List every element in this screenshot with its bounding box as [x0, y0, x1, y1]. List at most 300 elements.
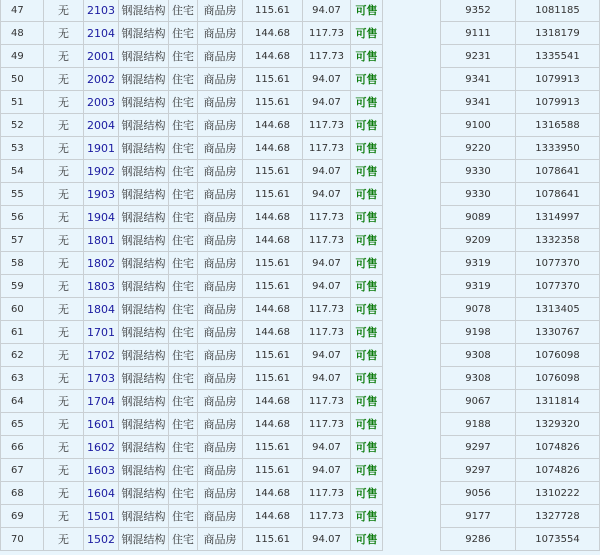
building-area: 115.61: [243, 68, 303, 91]
property-type: 商品房: [198, 206, 243, 229]
table-row: [1, 275, 600, 298]
mortgage-status: 无: [44, 413, 84, 436]
blank-cell: [383, 436, 441, 459]
blank-cell: [383, 275, 441, 298]
row-number: 48: [1, 22, 44, 45]
building-area: 115.61: [243, 0, 303, 22]
row-number: 59: [1, 275, 44, 298]
building-area: 144.68: [243, 321, 303, 344]
building-area: 115.61: [243, 183, 303, 206]
unit-price: 9220: [441, 137, 516, 160]
table-row: [1, 206, 600, 229]
table-row: [1, 229, 600, 252]
table-row: [1, 482, 600, 505]
unit-price: 9341: [441, 68, 516, 91]
blank-cell: [383, 528, 441, 551]
table-row: [1, 137, 600, 160]
unit-price: 9188: [441, 413, 516, 436]
room-number-link[interactable]: 1904: [84, 206, 119, 229]
row-number: 54: [1, 160, 44, 183]
room-number-link[interactable]: 2002: [84, 68, 119, 91]
structure: 钢混结构: [119, 321, 169, 344]
mortgage-status: 无: [44, 344, 84, 367]
building-area: 144.68: [243, 137, 303, 160]
row-number: 52: [1, 114, 44, 137]
structure: 钢混结构: [119, 91, 169, 114]
mortgage-status: 无: [44, 390, 84, 413]
usage: 住宅: [169, 459, 198, 482]
mortgage-status: 无: [44, 183, 84, 206]
inner-area: 94.07: [303, 436, 351, 459]
table-row: [1, 528, 600, 551]
building-area: 115.61: [243, 252, 303, 275]
unit-price: 9209: [441, 229, 516, 252]
building-area: 115.61: [243, 344, 303, 367]
mortgage-status: 无: [44, 0, 84, 22]
room-number-link[interactable]: 1601: [84, 413, 119, 436]
unit-price: 9078: [441, 298, 516, 321]
room-number-link[interactable]: 1602: [84, 436, 119, 459]
total-price: 1081185: [516, 0, 600, 22]
property-type: 商品房: [198, 91, 243, 114]
usage: 住宅: [169, 390, 198, 413]
unit-price: 9231: [441, 45, 516, 68]
property-type: 商品房: [198, 344, 243, 367]
blank-cell: [383, 91, 441, 114]
structure: 钢混结构: [119, 413, 169, 436]
room-number-link[interactable]: 2003: [84, 91, 119, 114]
structure: 钢混结构: [119, 229, 169, 252]
usage: 住宅: [169, 505, 198, 528]
usage: 住宅: [169, 528, 198, 551]
unit-price: 9319: [441, 275, 516, 298]
structure: 钢混结构: [119, 252, 169, 275]
row-number: 70: [1, 528, 44, 551]
total-price: 1332358: [516, 229, 600, 252]
sale-status: 可售: [351, 91, 383, 114]
row-number: 58: [1, 252, 44, 275]
mortgage-status: 无: [44, 367, 84, 390]
inner-area: 117.73: [303, 229, 351, 252]
mortgage-status: 无: [44, 229, 84, 252]
total-price: 1077370: [516, 275, 600, 298]
inner-area: 117.73: [303, 413, 351, 436]
row-number: 67: [1, 459, 44, 482]
property-type: 商品房: [198, 413, 243, 436]
mortgage-status: 无: [44, 252, 84, 275]
inner-area: 117.73: [303, 298, 351, 321]
usage: 住宅: [169, 321, 198, 344]
sale-status: 可售: [351, 22, 383, 45]
property-type: 商品房: [198, 252, 243, 275]
blank-cell: [383, 321, 441, 344]
inner-area: 117.73: [303, 482, 351, 505]
mortgage-status: 无: [44, 505, 84, 528]
structure: 钢混结构: [119, 459, 169, 482]
unit-price: 9177: [441, 505, 516, 528]
row-number: 57: [1, 229, 44, 252]
building-area: 115.61: [243, 367, 303, 390]
sale-status: 可售: [351, 45, 383, 68]
building-area: 144.68: [243, 505, 303, 528]
usage: 住宅: [169, 344, 198, 367]
inner-area: 94.07: [303, 252, 351, 275]
property-type: 商品房: [198, 0, 243, 22]
table-row: [1, 252, 600, 275]
mortgage-status: 无: [44, 528, 84, 551]
blank-cell: [383, 114, 441, 137]
structure: 钢混结构: [119, 206, 169, 229]
blank-cell: [383, 45, 441, 68]
unit-price: 9286: [441, 528, 516, 551]
blank-cell: [383, 137, 441, 160]
building-area: 144.68: [243, 482, 303, 505]
mortgage-status: 无: [44, 160, 84, 183]
property-type: 商品房: [198, 321, 243, 344]
sale-status: 可售: [351, 160, 383, 183]
row-number: 47: [1, 0, 44, 22]
blank-cell: [383, 206, 441, 229]
table-row: [1, 68, 600, 91]
property-type: 商品房: [198, 183, 243, 206]
total-price: 1314997: [516, 206, 600, 229]
property-type: 商品房: [198, 45, 243, 68]
total-price: 1076098: [516, 367, 600, 390]
room-number-link[interactable]: 1903: [84, 183, 119, 206]
unit-price: 9330: [441, 183, 516, 206]
sale-status: 可售: [351, 505, 383, 528]
row-number: 51: [1, 91, 44, 114]
mortgage-status: 无: [44, 321, 84, 344]
room-number-link[interactable]: 2001: [84, 45, 119, 68]
sale-status: 可售: [351, 413, 383, 436]
structure: 钢混结构: [119, 482, 169, 505]
room-number-link[interactable]: 1501: [84, 505, 119, 528]
usage: 住宅: [169, 275, 198, 298]
unit-price: 9330: [441, 160, 516, 183]
usage: 住宅: [169, 68, 198, 91]
table-row: [1, 183, 600, 206]
inner-area: 94.07: [303, 183, 351, 206]
usage: 住宅: [169, 0, 198, 22]
mortgage-status: 无: [44, 275, 84, 298]
unit-price: 9308: [441, 367, 516, 390]
usage: 住宅: [169, 22, 198, 45]
property-type: 商品房: [198, 367, 243, 390]
unit-price: 9056: [441, 482, 516, 505]
room-number-link[interactable]: 1702: [84, 344, 119, 367]
building-area: 115.61: [243, 160, 303, 183]
total-price: 1073554: [516, 528, 600, 551]
building-area: 115.61: [243, 459, 303, 482]
sale-status: 可售: [351, 321, 383, 344]
sale-status: 可售: [351, 275, 383, 298]
table-row: [1, 22, 600, 45]
blank-cell: [383, 183, 441, 206]
room-number-link[interactable]: 1901: [84, 137, 119, 160]
total-price: 1078641: [516, 183, 600, 206]
sale-status: 可售: [351, 137, 383, 160]
blank-cell: [383, 22, 441, 45]
table-row: [1, 436, 600, 459]
building-area: 115.61: [243, 91, 303, 114]
mortgage-status: 无: [44, 22, 84, 45]
table-row: [1, 0, 600, 22]
room-number-link[interactable]: 2004: [84, 114, 119, 137]
room-number-link[interactable]: 2103: [84, 0, 119, 22]
usage: 住宅: [169, 229, 198, 252]
property-type: 商品房: [198, 22, 243, 45]
inner-area: 117.73: [303, 206, 351, 229]
building-area: 144.68: [243, 45, 303, 68]
mortgage-status: 无: [44, 459, 84, 482]
blank-cell: [383, 367, 441, 390]
blank-cell: [383, 0, 441, 22]
row-number: 60: [1, 298, 44, 321]
structure: 钢混结构: [119, 528, 169, 551]
room-number-link[interactable]: 1703: [84, 367, 119, 390]
blank-cell: [383, 252, 441, 275]
row-number: 64: [1, 390, 44, 413]
inner-area: 94.07: [303, 344, 351, 367]
unit-price: 9089: [441, 206, 516, 229]
sale-status: 可售: [351, 436, 383, 459]
building-area: 144.68: [243, 298, 303, 321]
table-row: [1, 459, 600, 482]
usage: 住宅: [169, 45, 198, 68]
structure: 钢混结构: [119, 0, 169, 22]
unit-price: 9297: [441, 436, 516, 459]
total-price: 1329320: [516, 413, 600, 436]
blank-cell: [383, 390, 441, 413]
unit-price: 9100: [441, 114, 516, 137]
total-price: 1333950: [516, 137, 600, 160]
sale-status: 可售: [351, 390, 383, 413]
usage: 住宅: [169, 91, 198, 114]
unit-price: 9319: [441, 252, 516, 275]
row-number: 49: [1, 45, 44, 68]
usage: 住宅: [169, 114, 198, 137]
mortgage-status: 无: [44, 436, 84, 459]
structure: 钢混结构: [119, 436, 169, 459]
inner-area: 94.07: [303, 91, 351, 114]
row-number: 50: [1, 68, 44, 91]
blank-cell: [383, 160, 441, 183]
total-price: 1330767: [516, 321, 600, 344]
room-number-link[interactable]: 1802: [84, 252, 119, 275]
room-number-link[interactable]: 1804: [84, 298, 119, 321]
row-number: 66: [1, 436, 44, 459]
unit-price: 9067: [441, 390, 516, 413]
blank-cell: [383, 413, 441, 436]
building-area: 115.61: [243, 436, 303, 459]
usage: 住宅: [169, 367, 198, 390]
inner-area: 117.73: [303, 321, 351, 344]
total-price: 1311814: [516, 390, 600, 413]
building-area: 144.68: [243, 229, 303, 252]
blank-cell: [383, 482, 441, 505]
unit-price: 9111: [441, 22, 516, 45]
structure: 钢混结构: [119, 114, 169, 137]
total-price: 1313405: [516, 298, 600, 321]
sale-status: 可售: [351, 0, 383, 22]
structure: 钢混结构: [119, 275, 169, 298]
total-price: 1076098: [516, 344, 600, 367]
mortgage-status: 无: [44, 91, 84, 114]
row-number: 62: [1, 344, 44, 367]
structure: 钢混结构: [119, 367, 169, 390]
blank-cell: [383, 505, 441, 528]
room-number-link[interactable]: 1801: [84, 229, 119, 252]
table-row: [1, 114, 600, 137]
total-price: 1335541: [516, 45, 600, 68]
inner-area: 117.73: [303, 390, 351, 413]
total-price: 1318179: [516, 22, 600, 45]
total-price: 1310222: [516, 482, 600, 505]
structure: 钢混结构: [119, 137, 169, 160]
total-price: 1327728: [516, 505, 600, 528]
sale-status: 可售: [351, 114, 383, 137]
room-number-link[interactable]: 2104: [84, 22, 119, 45]
structure: 钢混结构: [119, 344, 169, 367]
structure: 钢混结构: [119, 298, 169, 321]
usage: 住宅: [169, 160, 198, 183]
property-type: 商品房: [198, 459, 243, 482]
inner-area: 117.73: [303, 114, 351, 137]
structure: 钢混结构: [119, 183, 169, 206]
room-number-link[interactable]: 1704: [84, 390, 119, 413]
property-type: 商品房: [198, 137, 243, 160]
inner-area: 94.07: [303, 367, 351, 390]
row-number: 61: [1, 321, 44, 344]
inner-area: 94.07: [303, 68, 351, 91]
structure: 钢混结构: [119, 505, 169, 528]
usage: 住宅: [169, 436, 198, 459]
total-price: 1316588: [516, 114, 600, 137]
inner-area: 117.73: [303, 45, 351, 68]
sale-status: 可售: [351, 459, 383, 482]
total-price: 1079913: [516, 68, 600, 91]
building-area: 144.68: [243, 114, 303, 137]
row-number: 68: [1, 482, 44, 505]
row-number: 69: [1, 505, 44, 528]
room-number-link[interactable]: 1502: [84, 528, 119, 551]
property-type: 商品房: [198, 298, 243, 321]
property-type: 商品房: [198, 505, 243, 528]
sale-status: 可售: [351, 206, 383, 229]
table-body: [1, 0, 600, 551]
usage: 住宅: [169, 137, 198, 160]
structure: 钢混结构: [119, 68, 169, 91]
sale-status: 可售: [351, 68, 383, 91]
table-row: [1, 344, 600, 367]
inner-area: 94.07: [303, 275, 351, 298]
table-row: [1, 298, 600, 321]
inner-area: 94.07: [303, 160, 351, 183]
room-number-link[interactable]: 1604: [84, 482, 119, 505]
inner-area: 117.73: [303, 22, 351, 45]
sale-status: 可售: [351, 252, 383, 275]
table-row: [1, 413, 600, 436]
structure: 钢混结构: [119, 45, 169, 68]
structure: 钢混结构: [119, 22, 169, 45]
sale-status: 可售: [351, 482, 383, 505]
mortgage-status: 无: [44, 206, 84, 229]
sale-status: 可售: [351, 298, 383, 321]
mortgage-status: 无: [44, 482, 84, 505]
mortgage-status: 无: [44, 298, 84, 321]
room-number-link[interactable]: 1701: [84, 321, 119, 344]
property-type: 商品房: [198, 275, 243, 298]
inner-area: 117.73: [303, 505, 351, 528]
unit-price: 9341: [441, 91, 516, 114]
row-number: 56: [1, 206, 44, 229]
room-number-link[interactable]: 1803: [84, 275, 119, 298]
usage: 住宅: [169, 413, 198, 436]
building-area: 144.68: [243, 22, 303, 45]
total-price: 1077370: [516, 252, 600, 275]
inner-area: 117.73: [303, 137, 351, 160]
property-type: 商品房: [198, 229, 243, 252]
sale-status: 可售: [351, 528, 383, 551]
structure: 钢混结构: [119, 390, 169, 413]
table-row: [1, 45, 600, 68]
row-number: 65: [1, 413, 44, 436]
row-number: 55: [1, 183, 44, 206]
row-number: 53: [1, 137, 44, 160]
table-row: [1, 390, 600, 413]
unit-price: 9198: [441, 321, 516, 344]
usage: 住宅: [169, 206, 198, 229]
property-type: 商品房: [198, 390, 243, 413]
usage: 住宅: [169, 183, 198, 206]
unit-price: 9352: [441, 0, 516, 22]
unit-price: 9308: [441, 344, 516, 367]
table-row: [1, 321, 600, 344]
mortgage-status: 无: [44, 137, 84, 160]
property-type: 商品房: [198, 436, 243, 459]
mortgage-status: 无: [44, 45, 84, 68]
usage: 住宅: [169, 298, 198, 321]
sale-status: 可售: [351, 344, 383, 367]
table-row: [1, 367, 600, 390]
blank-cell: [383, 298, 441, 321]
unit-price: 9297: [441, 459, 516, 482]
property-type: 商品房: [198, 482, 243, 505]
total-price: 1078641: [516, 160, 600, 183]
usage: 住宅: [169, 482, 198, 505]
table-row: [1, 91, 600, 114]
building-area: 115.61: [243, 528, 303, 551]
table-row: [1, 160, 600, 183]
sale-status: 可售: [351, 367, 383, 390]
total-price: 1074826: [516, 436, 600, 459]
sale-status: 可售: [351, 183, 383, 206]
property-type: 商品房: [198, 528, 243, 551]
inner-area: 94.07: [303, 528, 351, 551]
inner-area: 94.07: [303, 459, 351, 482]
mortgage-status: 无: [44, 114, 84, 137]
structure: 钢混结构: [119, 160, 169, 183]
property-type: 商品房: [198, 114, 243, 137]
room-number-link[interactable]: 1902: [84, 160, 119, 183]
usage: 住宅: [169, 252, 198, 275]
room-number-link[interactable]: 1603: [84, 459, 119, 482]
building-area: 144.68: [243, 390, 303, 413]
property-type: 商品房: [198, 68, 243, 91]
building-area: 144.68: [243, 413, 303, 436]
blank-cell: [383, 68, 441, 91]
